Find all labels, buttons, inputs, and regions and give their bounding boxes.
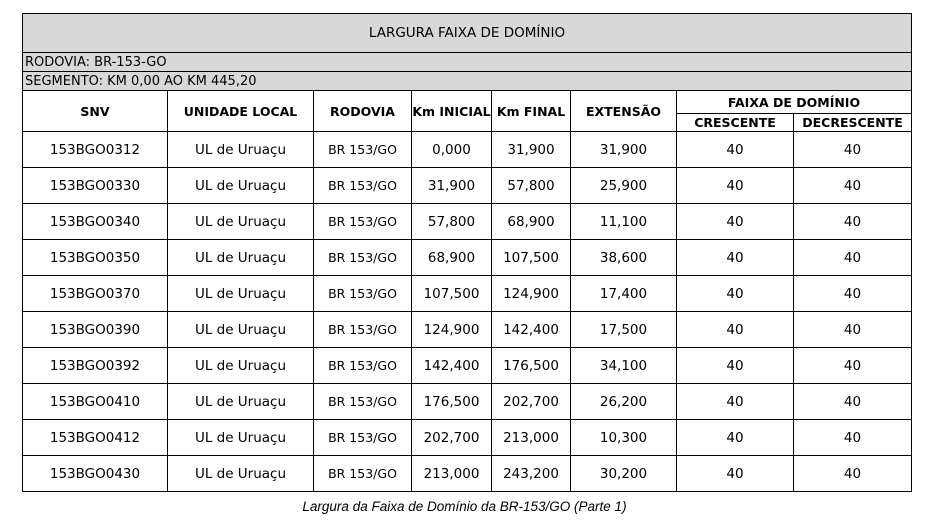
cell-extensao: 38,600 <box>571 240 677 276</box>
cell-extensao: 10,300 <box>571 420 677 456</box>
cell-extensao: 17,400 <box>571 276 677 312</box>
cell-snv: 153BGO0412 <box>23 420 168 456</box>
cell-km-inicial: 176,500 <box>412 384 492 420</box>
cell-unidade: UL de Uruaçu <box>168 132 314 168</box>
cell-rodovia: BR 153/GO <box>314 456 412 492</box>
cell-unidade: UL de Uruaçu <box>168 384 314 420</box>
cell-crescente: 40 <box>677 312 794 348</box>
header-km-final: Km FINAL <box>492 91 571 132</box>
cell-extensao: 31,900 <box>571 132 677 168</box>
cell-snv: 153BGO0410 <box>23 384 168 420</box>
cell-crescente: 40 <box>677 456 794 492</box>
header-snv: SNV <box>23 91 168 132</box>
cell-decrescente: 40 <box>794 312 912 348</box>
table-row <box>23 132 912 168</box>
cell-crescente: 40 <box>677 204 794 240</box>
cell-snv: 153BGO0392 <box>23 348 168 384</box>
cell-crescente: 40 <box>677 276 794 312</box>
cell-km-final: 107,500 <box>492 240 571 276</box>
cell-km-inicial: 68,900 <box>412 240 492 276</box>
table-row <box>23 204 912 240</box>
cell-unidade: UL de Uruaçu <box>168 276 314 312</box>
cell-km-final: 57,800 <box>492 168 571 204</box>
cell-rodovia: BR 153/GO <box>314 132 412 168</box>
table-row <box>23 240 912 276</box>
cell-km-final: 31,900 <box>492 132 571 168</box>
rodovia-label: RODOVIA: BR-153-GO <box>23 53 912 72</box>
cell-snv: 153BGO0370 <box>23 276 168 312</box>
cell-km-final: 176,500 <box>492 348 571 384</box>
cell-km-inicial: 107,500 <box>412 276 492 312</box>
cell-km-inicial: 124,900 <box>412 312 492 348</box>
table-row <box>23 168 912 204</box>
cell-rodovia: BR 153/GO <box>314 384 412 420</box>
cell-crescente: 40 <box>677 384 794 420</box>
cell-rodovia: BR 153/GO <box>314 276 412 312</box>
cell-snv: 153BGO0430 <box>23 456 168 492</box>
header-crescente: CRESCENTE <box>677 114 794 132</box>
figure-caption: Largura da Faixa de Domínio da BR-153/GO (Parte 1) <box>302 499 627 514</box>
table-row <box>23 276 912 312</box>
header-unidade-local: UNIDADE LOCAL <box>168 91 314 132</box>
cell-decrescente: 40 <box>794 348 912 384</box>
cell-crescente: 40 <box>677 132 794 168</box>
table-container <box>22 13 911 492</box>
cell-rodovia: BR 153/GO <box>314 240 412 276</box>
cell-unidade: UL de Uruaçu <box>168 240 314 276</box>
table-row <box>23 456 912 492</box>
cell-crescente: 40 <box>677 168 794 204</box>
table-row <box>23 384 912 420</box>
cell-snv: 153BGO0390 <box>23 312 168 348</box>
cell-decrescente: 40 <box>794 132 912 168</box>
cell-decrescente: 40 <box>794 240 912 276</box>
cell-decrescente: 40 <box>794 276 912 312</box>
cell-unidade: UL de Uruaçu <box>168 168 314 204</box>
cell-km-final: 213,000 <box>492 420 571 456</box>
header-rodovia: RODOVIA <box>314 91 412 132</box>
cell-km-inicial: 202,700 <box>412 420 492 456</box>
cell-km-final: 68,900 <box>492 204 571 240</box>
cell-extensao: 26,200 <box>571 384 677 420</box>
header-faixa-dominio: FAIXA DE DOMÍNIO <box>677 91 912 114</box>
cell-crescente: 40 <box>677 348 794 384</box>
cell-decrescente: 40 <box>794 420 912 456</box>
faixa-dominio-table <box>22 13 912 492</box>
cell-unidade: UL de Uruaçu <box>168 420 314 456</box>
cell-extensao: 17,500 <box>571 312 677 348</box>
cell-extensao: 30,200 <box>571 456 677 492</box>
cell-snv: 153BGO0340 <box>23 204 168 240</box>
cell-km-inicial: 57,800 <box>412 204 492 240</box>
cell-km-final: 142,400 <box>492 312 571 348</box>
cell-extensao: 34,100 <box>571 348 677 384</box>
cell-snv: 153BGO0350 <box>23 240 168 276</box>
header-decrescente: DECRESCENTE <box>794 114 912 132</box>
cell-crescente: 40 <box>677 420 794 456</box>
segmento-label: SEGMENTO: KM 0,00 AO KM 445,20 <box>23 72 912 91</box>
header-km-inicial: Km INICIAL <box>412 91 492 132</box>
cell-snv: 153BGO0312 <box>23 132 168 168</box>
cell-km-final: 124,900 <box>492 276 571 312</box>
cell-rodovia: BR 153/GO <box>314 348 412 384</box>
cell-unidade: UL de Uruaçu <box>168 312 314 348</box>
header-extensao: EXTENSÃO <box>571 91 677 132</box>
cell-km-final: 202,700 <box>492 384 571 420</box>
cell-decrescente: 40 <box>794 384 912 420</box>
cell-unidade: UL de Uruaçu <box>168 456 314 492</box>
cell-unidade: UL de Uruaçu <box>168 204 314 240</box>
cell-rodovia: BR 153/GO <box>314 204 412 240</box>
cell-rodovia: BR 153/GO <box>314 312 412 348</box>
cell-rodovia: BR 153/GO <box>314 168 412 204</box>
cell-extensao: 25,900 <box>571 168 677 204</box>
cell-decrescente: 40 <box>794 168 912 204</box>
cell-decrescente: 40 <box>794 456 912 492</box>
cell-km-inicial: 0,000 <box>412 132 492 168</box>
cell-snv: 153BGO0330 <box>23 168 168 204</box>
table-row <box>23 312 912 348</box>
cell-decrescente: 40 <box>794 204 912 240</box>
cell-extensao: 11,100 <box>571 204 677 240</box>
cell-crescente: 40 <box>677 240 794 276</box>
cell-rodovia: BR 153/GO <box>314 420 412 456</box>
cell-km-inicial: 31,900 <box>412 168 492 204</box>
cell-km-final: 243,200 <box>492 456 571 492</box>
table-row <box>23 348 912 384</box>
table-title: LARGURA FAIXA DE DOMÍNIO <box>23 14 912 53</box>
cell-km-inicial: 213,000 <box>412 456 492 492</box>
cell-km-inicial: 142,400 <box>412 348 492 384</box>
table-row <box>23 420 912 456</box>
cell-unidade: UL de Uruaçu <box>168 348 314 384</box>
